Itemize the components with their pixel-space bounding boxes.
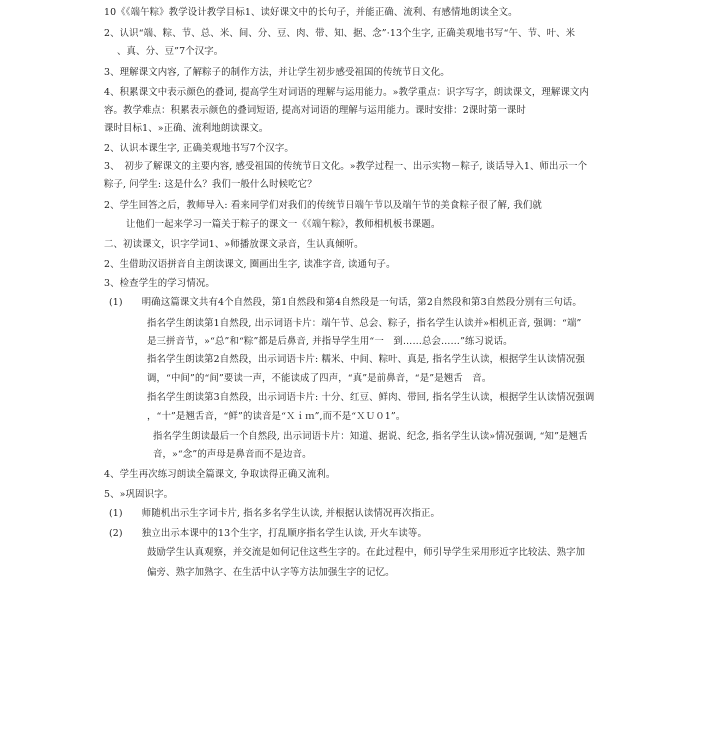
text-line: 10《《端午粽》教学设计教学目标1、读好课文中的长句子，并能正确、流利、有感情地朗读全文。: [104, 7, 518, 18]
text-line: 3、理解课文内容, 了解粽子的制作方法，并让学生初步感受祖国的传统节日文化。: [104, 67, 450, 78]
text-line: 指名学生朗读第3自然段，出示词语卡片: 十分、红豆、鲜肉、带回, 指名学生认读，根据学生认读情况强调: [147, 392, 595, 403]
text-line: 粽子, 问学生: 这是什么？我们一般什么时候吃它？: [104, 179, 317, 190]
text-line: 2、认识本课生字, 正确美观地书写7个汉字。: [104, 143, 294, 154]
text-line: 3、检查学生的学习情况。: [104, 278, 215, 289]
text-line: 2、认识“端、粽、节、总、米、间、分、豆、肉、带、知、据、念”·13个生字, 正确美观地书写“午、节、叶、米: [104, 28, 576, 39]
text-line: 4、积累课文中表示颜色的叠词, 提高学生对词语的理解与运用能力。»教学重点：识字写字，朗读课文，理解课文内: [104, 87, 589, 98]
text-line: 、真、分、豆”7个汉字。: [117, 46, 224, 57]
text-line: 指名学生朗读第2自然段，出示词语卡片: 糯米、中间、粽叶、真是, 指名学生认读，根据学生认读情况强: [147, 354, 585, 365]
text-line: 音，»“念”的声母是鼻音而不是边音。: [153, 449, 312, 460]
text-line: 2、学生回答之后，教师导入: 看来同学们对我们的传统节日端午节以及端午节的美食粽子很了解, 我们就: [104, 200, 542, 211]
text-line: (1) 明确这篇课文共有4个自然段，第1自然段和第4自然段是一句话，第2自然段和第3自然段分别有三句话。: [109, 297, 582, 308]
text-line: 4、学生再次练习朗读全篇课文, 争取读得正确又流利。: [104, 469, 336, 480]
text-line: (1) 师随机出示生字词卡片, 指名多名学生认读, 并根据认读情况再次指正。: [109, 508, 441, 519]
text-line: 指名学生朗读最后一个自然段, 出示词语卡片：知道、据说、纪念, 指名学生认读»情况强调, “知”是翘舌: [153, 431, 588, 442]
text-line: ，“十”是翘舌音，“鲜”的读音是“Ｘｉｍ”,而不是“ＸＵ０1”。: [147, 411, 406, 422]
text-line: 鼓励学生认真观察，并交流是如何记住这些生字的。在此过程中，师引导学生采用形近字比较法、熟字加: [147, 547, 586, 558]
text-line: 2、生借助汉语拼音自主朗读课文, 圈画出生字, 读准字音, 读通句子。: [104, 259, 396, 270]
text-line: 调，“中间”的“间”要读一声，不能读成了四声，“真”是前鼻音，“是”是翘舌 音。: [147, 373, 492, 384]
text-line: 5、»巩固识字。: [104, 489, 174, 500]
text-line: 课时目标1、»正确、流利地朗读课文。: [104, 123, 269, 134]
text-line: 是三拼音节，»“总”和“粽”都是后鼻音, 并指导学生用“一 到……总会……”练习说话。: [147, 336, 513, 347]
text-line: 3、 初步了解课文的主要内容, 感受祖国的传统节日文化。»教学过程一、出示实物－粽子, 谈话导入1、师出示一个: [104, 161, 588, 172]
text-line: 让他们一起来学习一篇关于粽子的课文一《《端午粽》，教师相机板书课题。: [126, 219, 441, 230]
text-line: 偏旁、熟字加熟字、在生活中认字等方法加强生字的记忆。: [147, 567, 395, 578]
text-line: (2) 独立出示本课中的13个生字，打乱顺序指名学生认读, 开火车读等。: [109, 528, 427, 539]
text-line: 容。教学难点：积累表示颜色的叠词短语, 提高对词语的理解与运用能力。课时安排：2课时第一课时: [104, 105, 526, 116]
text-line: 指名学生朗读第1自然段, 出示词语卡片：端午节、总会、粽子，指名学生认读并»相机正音, 强调：“端”: [147, 318, 582, 329]
text-line: 二、初读课文，识字学词1、»师播放课文录音，生认真倾听。: [104, 239, 364, 250]
